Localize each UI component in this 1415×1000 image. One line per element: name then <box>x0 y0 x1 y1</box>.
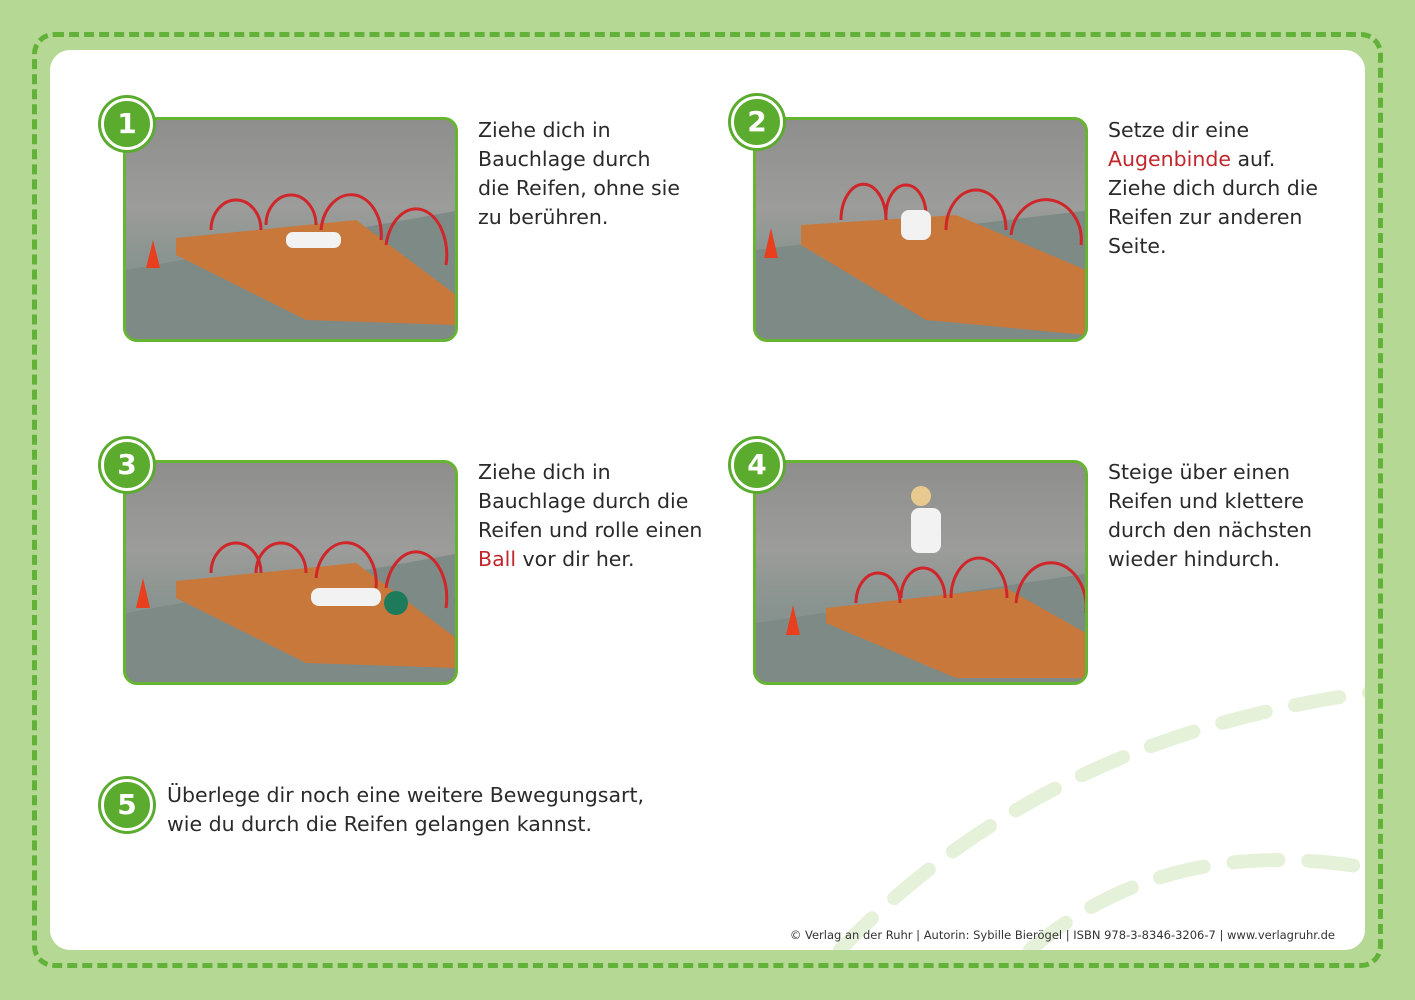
step-1-badge: 1 <box>101 98 153 150</box>
step-2-highlight: Augenbinde <box>1108 147 1231 171</box>
step-3-highlight: Ball <box>478 547 517 571</box>
step-4-badge: 4 <box>731 439 783 491</box>
photo-step-4 <box>753 460 1088 685</box>
step-3-text-end: vor dir her. <box>516 547 635 571</box>
step-3-text-start: Ziehe dich in Bauchlage durch die Reifen und rolle einen <box>478 460 703 542</box>
photo-step-2 <box>753 117 1088 342</box>
step-5-line-1: Überlege dir noch eine weitere Bewegungsart, <box>167 783 645 807</box>
step-2-instruction <box>1108 116 1323 261</box>
step-5-badge: 5 <box>101 779 153 831</box>
photo-step-3 <box>123 460 458 685</box>
copyright-footer: © Verlag an der Ruhr | Autorin: Sybille Bierögel | ISBN 978-3-8346-3206-7 | www.verlagruhr.de <box>789 928 1335 942</box>
step-2-text-start: Setze dir eine <box>1108 118 1250 142</box>
step-5-line-2: wie du durch die Reifen gelangen kannst. <box>167 812 592 836</box>
step-2-badge: 2 <box>731 96 783 148</box>
step-4-instruction: Steige über einen Reifen und klettere durch den nächsten wieder hindurch. <box>1108 460 1313 571</box>
step-3-badge: 3 <box>101 439 153 491</box>
photo-step-1 <box>123 117 458 342</box>
step-5-instruction <box>167 781 727 839</box>
step-3-instruction <box>478 458 703 574</box>
step-1-instruction: Ziehe dich in Bauchlage durch die Reifen, ohne sie zu berühren. <box>478 118 680 229</box>
step-2-text-end: auf. Ziehe dich durch die Reifen zur anderen Seite. <box>1108 147 1319 258</box>
